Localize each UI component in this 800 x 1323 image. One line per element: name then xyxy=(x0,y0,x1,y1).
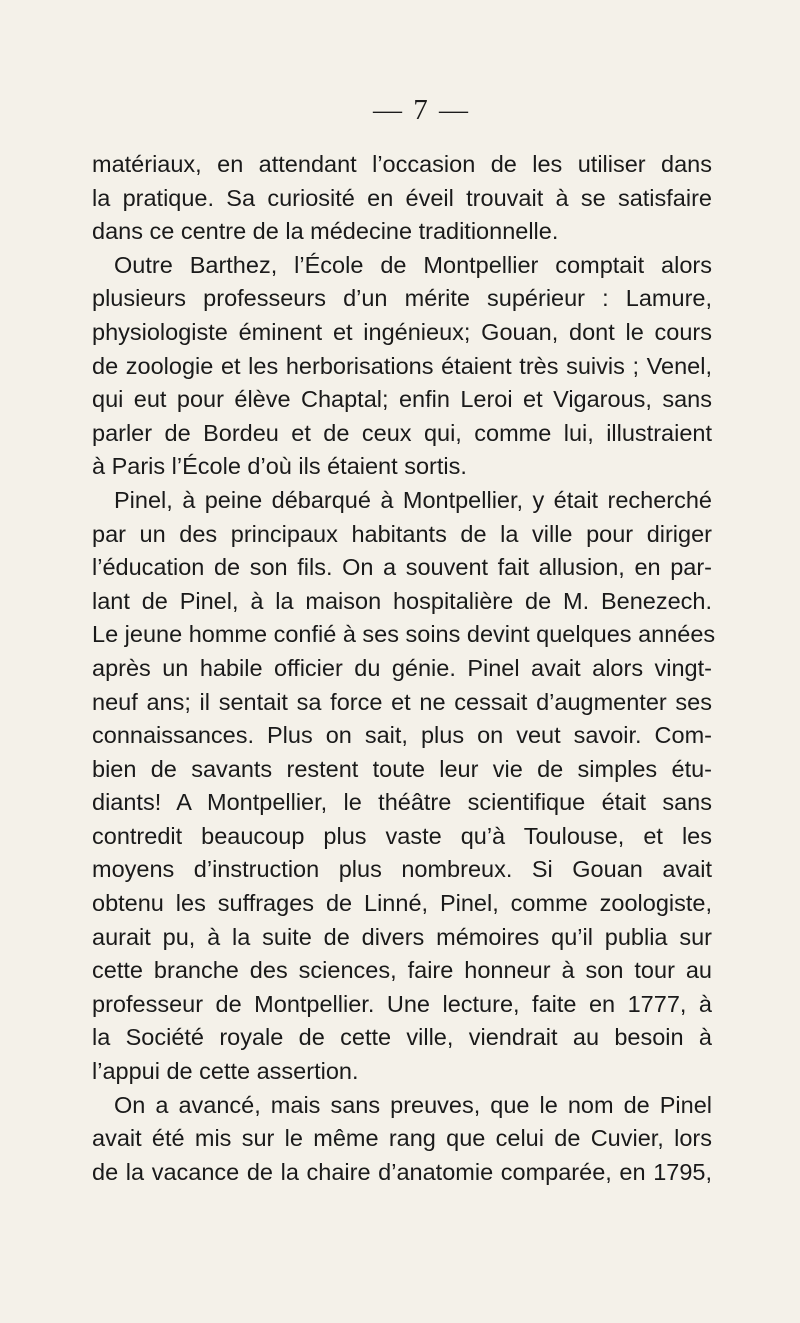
text-line: moyens d’instruction plus nombreux. Si Gouan avait xyxy=(92,856,712,883)
paragraph-1 xyxy=(92,148,712,249)
text-line: plusieurs professeurs d’un mérite supérieur : Lamure, xyxy=(92,285,712,312)
text-line: l’éducation de son fils. On a souvent fait allusion, en par- xyxy=(92,554,712,581)
page-number: — 7 — xyxy=(373,94,470,126)
paragraph-2 xyxy=(92,249,712,484)
text-line: de la vacance de la chaire d’anatomie comparée, en 1795, xyxy=(92,1158,712,1185)
body-text xyxy=(92,148,716,1189)
text-line: qui eut pour élève Chaptal; enfin Leroi et Vigarous, sans xyxy=(92,386,712,413)
text-line: Outre Barthez, l’École de Montpellier comptait alors xyxy=(114,251,712,278)
text-line: bien de savants restent toute leur vie de simples étu- xyxy=(92,755,712,782)
text-line: matériaux, en attendant l’occasion de les utiliser dans xyxy=(92,151,712,177)
text-line: parler de Bordeu et de ceux qui, comme lui, illustraient xyxy=(92,419,712,446)
text-line: physiologiste éminent et ingénieux; Gouan, dont le cours xyxy=(92,318,712,345)
text-line: aurait pu, à la suite de divers mémoires qu’il publia sur xyxy=(92,923,712,950)
text-line: par un des principaux habitants de la ville pour diriger xyxy=(92,520,712,547)
text-line: neuf ans; il sentait sa force et ne cessait d’augmenter ses xyxy=(92,688,712,715)
text-line: On a avancé, mais sans preuves, que le nom de Pinel xyxy=(114,1091,712,1118)
paragraph-3 xyxy=(92,484,716,1089)
text-line: Le jeune homme confié à ses soins devint quelques années xyxy=(92,621,716,648)
text-line: lant de Pinel, à la maison hospitalière de M. Benezech. xyxy=(92,587,712,614)
text-line: obtenu les suffrages de Linné, Pinel, comme zoologiste, xyxy=(92,890,712,917)
text-line: avait été mis sur le même rang que celui de Cuvier, lors xyxy=(92,1125,712,1152)
text-line: de zoologie et les herborisations étaient très suivis ; Venel, xyxy=(92,352,712,379)
text-line: diants! A Montpellier, le théâtre scientifique était sans xyxy=(92,789,712,816)
text-line: la pratique. Sa curiosité en éveil trouvait à se satisfaire xyxy=(92,184,712,211)
text-line: l’appui de cette assertion. xyxy=(92,1058,359,1085)
text-line: Pinel, à peine débarqué à Montpellier, y était recherché xyxy=(114,486,712,513)
text-line: après un habile officier du génie. Pinel avait alors vingt- xyxy=(92,654,712,681)
text-line: à Paris l’École d’où ils étaient sortis. xyxy=(92,453,467,480)
paragraph-4 xyxy=(92,1089,712,1190)
text-line: professeur de Montpellier. Une lecture, faite en 1777, à xyxy=(92,990,712,1017)
text-line: dans ce centre de la médecine traditionnelle. xyxy=(92,218,559,245)
text-line: connaissances. Plus on sait, plus on veut savoir. Com- xyxy=(92,722,712,749)
text-line: la Société royale de cette ville, viendrait au besoin à xyxy=(92,1024,712,1051)
text-line: contredit beaucoup plus vaste qu’à Toulouse, et les xyxy=(92,822,712,849)
text-line: cette branche des sciences, faire honneur à son tour au xyxy=(92,957,712,984)
